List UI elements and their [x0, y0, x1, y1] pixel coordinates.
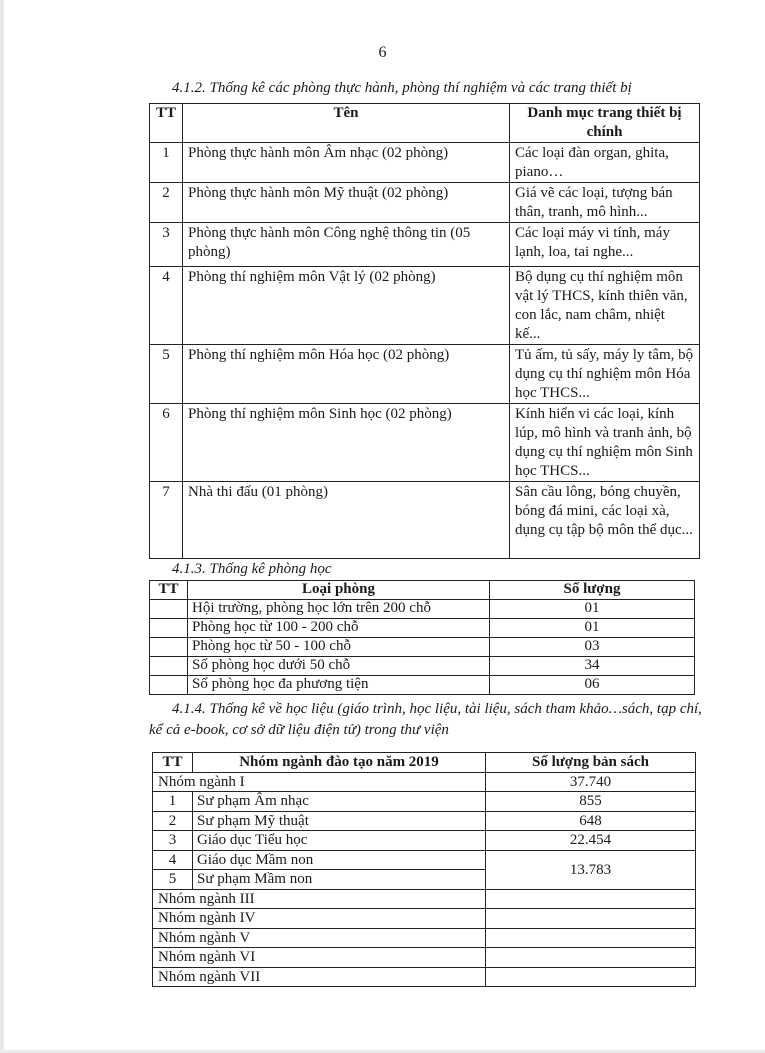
group-label: Nhóm ngành I [153, 772, 486, 792]
table-row [153, 850, 696, 870]
cell-count: 855 [486, 792, 696, 812]
cell-count: 648 [486, 811, 696, 831]
cell-name: Nhà thi đấu (01 phòng) [183, 482, 510, 559]
group-label: Nhóm ngành III [153, 889, 486, 909]
cell-tt: 2 [153, 811, 193, 831]
cell-tt [150, 657, 188, 676]
classroom-table [149, 580, 695, 695]
cell-major: Giáo dục Tiểu học [193, 831, 486, 851]
group-label: Nhóm ngành V [153, 928, 486, 948]
cell-tt: 6 [150, 404, 183, 482]
cell-equipment: Các loại đàn organ, ghita, piano… [510, 143, 700, 183]
cell-room-type: Số phòng học dưới 50 chỗ [188, 657, 490, 676]
section-412-caption: 4.1.2. Thống kê các phòng thực hành, phòng thí nghiệm và các trang thiết bị [172, 80, 632, 96]
cell-major: Sư phạm Âm nhạc [193, 792, 486, 812]
cell-name: Phòng thí nghiệm môn Hóa học (02 phòng) [183, 345, 510, 404]
table-row [153, 792, 696, 812]
cell-tt: 2 [150, 183, 183, 223]
cell-name: Phòng thực hành môn Âm nhạc (02 phòng) [183, 143, 510, 183]
cell-count-merged: 13.783 [486, 850, 696, 889]
cell-name: Phòng thực hành môn Công nghệ thông tin (05 phòng) [183, 223, 510, 267]
table-row [150, 600, 695, 619]
table-header-row [153, 753, 696, 773]
table-row [150, 676, 695, 695]
cell-tt [150, 638, 188, 657]
cell-tt: 5 [153, 870, 193, 890]
cell-room-type: Phòng học từ 50 - 100 chỗ [188, 638, 490, 657]
cell-tt [150, 619, 188, 638]
cell-name: Phòng thực hành môn Mỹ thuật (02 phòng) [183, 183, 510, 223]
group-count [486, 889, 696, 909]
table-header-row [150, 104, 700, 143]
cell-name: Phòng thí nghiệm môn Vật lý (02 phòng) [183, 267, 510, 345]
header-equipment: Danh mục trang thiết bị chính [510, 104, 700, 143]
page-number: 6 [378, 44, 387, 61]
cell-tt: 3 [150, 223, 183, 267]
section-414-caption: 4.1.4. Thống kê về học liệu (giáo trình, học liệu, tài liệu, sách tham khảo…sách, tạp chí, kể cả e-book, cơ sở dữ liệu điện tử) trong thư viện [149, 701, 702, 738]
group-count [486, 909, 696, 929]
table-row [150, 404, 700, 482]
cell-tt [150, 600, 188, 619]
cell-count: 06 [490, 676, 695, 695]
cell-equipment: Giá vẽ các loại, tượng bán thân, tranh, mô hình... [510, 183, 700, 223]
header-tt: TT [150, 581, 188, 600]
group-label: Nhóm ngành IV [153, 909, 486, 929]
lab-equipment-table [149, 103, 700, 559]
header-count: Số lượng bản sách [486, 753, 696, 773]
table-row [150, 267, 700, 345]
library-materials-table [152, 752, 696, 987]
table-row [150, 638, 695, 657]
group-count [486, 967, 696, 987]
cell-room-type: Hội trường, phòng học lớn trên 200 chỗ [188, 600, 490, 619]
group-label: Nhóm ngành VI [153, 948, 486, 968]
cell-tt [150, 676, 188, 695]
cell-tt: 5 [150, 345, 183, 404]
table-row [150, 345, 700, 404]
cell-count: 03 [490, 638, 695, 657]
cell-tt: 3 [153, 831, 193, 851]
table-row [150, 657, 695, 676]
cell-room-type: Phòng học từ 100 - 200 chỗ [188, 619, 490, 638]
cell-major: Sư phạm Mỹ thuật [193, 811, 486, 831]
cell-count: 34 [490, 657, 695, 676]
cell-equipment: Sân cầu lông, bóng chuyền, bóng đá mini, các loại xà, dụng cụ tập bộ môn thể dục... [510, 482, 700, 559]
cell-tt: 4 [150, 267, 183, 345]
group-row [153, 889, 696, 909]
table-row [153, 811, 696, 831]
group-row [153, 928, 696, 948]
cell-room-type: Số phòng học đa phương tiện [188, 676, 490, 695]
table-row [150, 619, 695, 638]
group-row-i [153, 772, 696, 792]
group-row [153, 948, 696, 968]
group-label: Nhóm ngành VII [153, 967, 486, 987]
table-row [150, 482, 700, 559]
cell-count: 22.454 [486, 831, 696, 851]
header-name: Tên [183, 104, 510, 143]
table-row [150, 183, 700, 223]
table-header-row [150, 581, 695, 600]
table-row [150, 223, 700, 267]
group-count [486, 928, 696, 948]
cell-tt: 1 [150, 143, 183, 183]
group-row [153, 909, 696, 929]
header-tt: TT [153, 753, 193, 773]
group-count: 37.740 [486, 772, 696, 792]
scan-edge-left [0, 0, 4, 1053]
cell-major: Sư phạm Mầm non [193, 870, 486, 890]
group-count [486, 948, 696, 968]
cell-count: 01 [490, 600, 695, 619]
table-row [150, 143, 700, 183]
header-group: Nhóm ngành đào tạo năm 2019 [193, 753, 486, 773]
cell-tt: 7 [150, 482, 183, 559]
cell-tt: 4 [153, 850, 193, 870]
group-row [153, 967, 696, 987]
header-tt: TT [150, 104, 183, 143]
cell-equipment: Các loại máy vi tính, máy lạnh, loa, tai nghe... [510, 223, 700, 267]
cell-major: Giáo dục Mầm non [193, 850, 486, 870]
table-row [153, 831, 696, 851]
cell-count: 01 [490, 619, 695, 638]
section-413-caption: 4.1.3. Thống kê phòng học [172, 561, 332, 577]
cell-equipment: Bộ dụng cụ thí nghiệm môn vật lý THCS, kính thiên văn, con lắc, nam châm, nhiệt kế... [510, 267, 700, 345]
cell-tt: 1 [153, 792, 193, 812]
cell-equipment: Kính hiển vi các loại, kính lúp, mô hình và tranh ảnh, bộ dụng cụ thí nghiệm môn Sinh học THCS... [510, 404, 700, 482]
cell-equipment: Tủ ấm, tủ sấy, máy ly tâm, bộ dụng cụ thí nghiệm môn Hóa học THCS... [510, 345, 700, 404]
header-room-type: Loại phòng [188, 581, 490, 600]
cell-name: Phòng thí nghiệm môn Sinh học (02 phòng) [183, 404, 510, 482]
header-count: Số lượng [490, 581, 695, 600]
